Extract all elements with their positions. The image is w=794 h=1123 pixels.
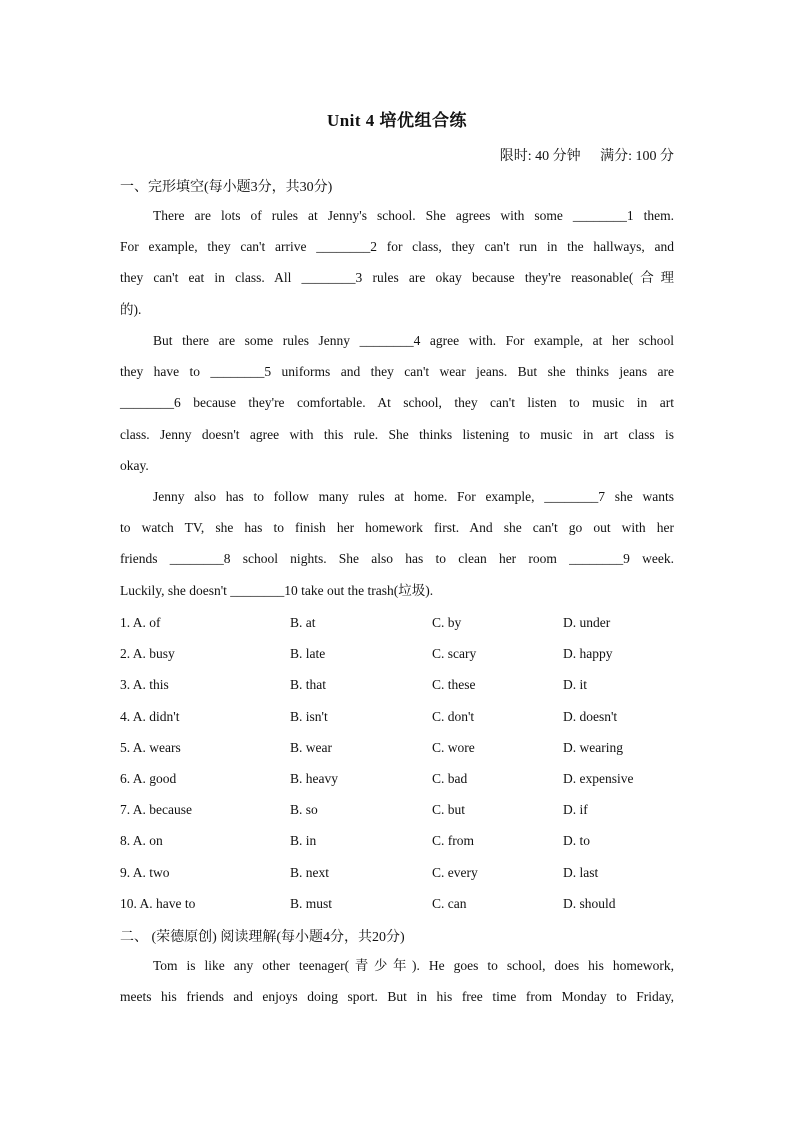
option-b: B. wear <box>290 739 332 755</box>
option-b: B. in <box>290 833 317 849</box>
text-line: they have to ________5 uniforms and they can't wear jeans. But she thinks jeans are <box>120 364 674 380</box>
option-a: 10. A. have to <box>120 895 196 911</box>
text-line: There are lots of rules at Jenny's school. She agrees with some ________1 them. <box>153 208 674 223</box>
option-d: D. wearing <box>563 739 623 755</box>
cloze-options <box>120 607 680 919</box>
option-a: 6. A. good <box>120 770 177 786</box>
text-line: Jenny also has to follow many rules at home. For example, ________7 she wants <box>153 489 674 504</box>
option-c: C. by <box>432 615 462 630</box>
option-row <box>120 607 680 638</box>
option-row <box>120 638 680 669</box>
text-line: okay. <box>120 457 149 473</box>
option-c: C. from <box>432 833 474 849</box>
option-row <box>120 825 680 856</box>
option-b: B. next <box>290 864 329 880</box>
text-line: they can't eat in class. All ________3 rules are okay because they're reasonable(合理 <box>120 270 674 286</box>
text-line: friends ________8 school nights. She also has to clean her room ________9 week. <box>120 551 674 567</box>
option-d: D. if <box>563 802 588 818</box>
option-c: C. can <box>432 895 467 911</box>
option-a: 1. A. of <box>120 615 161 630</box>
text-line: But there are some rules Jenny ________4 agree with. For example, at her school <box>153 333 674 348</box>
text-line: For example, they can't arrive ________2 for class, they can't run in the hallways, and <box>120 239 674 255</box>
option-a: 4. A. didn't <box>120 708 180 724</box>
option-b: B. heavy <box>290 770 338 786</box>
option-c: C. bad <box>432 770 468 786</box>
option-b: B. that <box>290 677 326 693</box>
option-c: C. wore <box>432 739 475 755</box>
option-row <box>120 888 680 919</box>
option-row <box>120 763 680 794</box>
page-title: Unit 4 培优组合练 <box>326 111 468 130</box>
option-row <box>120 732 680 763</box>
reading-paragraph-1 <box>120 950 674 1012</box>
text-line: class. Jenny doesn't agree with this rule. She thinks listening to music in art class is <box>120 426 674 442</box>
option-d: D. last <box>563 864 599 880</box>
text-line: ________6 because they're comfortable. At school, they can't listen to music in art <box>120 395 674 411</box>
cloze-paragraph-3 <box>120 481 674 606</box>
text-line: Luckily, she doesn't ________10 take out the trash(垃圾). <box>120 582 434 598</box>
cloze-paragraph-1 <box>120 200 674 325</box>
option-d: D. expensive <box>563 770 634 786</box>
section2-heading: 二、 (荣德原创) 阅读理解(每小题4分，共20分) <box>120 930 405 945</box>
option-c: C. but <box>432 802 466 818</box>
section1-heading: 一、完形填空(每小题3分，共30分) <box>120 180 333 195</box>
option-row <box>120 794 680 825</box>
option-a: 5. A. wears <box>120 739 181 755</box>
option-a: 9. A. two <box>120 864 170 880</box>
option-b: B. at <box>290 615 316 630</box>
text-line: meets his friends and enjoys doing sport. But in his free time from Monday to Friday, <box>120 989 674 1005</box>
full-score: 满分: 100 分 <box>600 149 674 164</box>
option-a: 7. A. because <box>120 802 192 818</box>
option-d: D. to <box>563 833 590 849</box>
option-d: D. it <box>563 677 588 693</box>
text-line: 的). <box>120 301 142 317</box>
option-b: B. late <box>290 646 326 662</box>
option-d: D. doesn't <box>563 708 618 724</box>
option-row <box>120 857 680 888</box>
cloze-paragraph-2 <box>120 325 674 481</box>
option-d: D. under <box>563 615 611 630</box>
option-row <box>120 701 680 732</box>
option-c: C. these <box>432 677 476 693</box>
option-d: D. happy <box>563 646 613 662</box>
exam-meta <box>484 145 674 165</box>
option-b: B. must <box>290 895 333 911</box>
option-b: B. so <box>290 802 318 818</box>
option-b: B. isn't <box>290 708 328 724</box>
option-d: D. should <box>563 895 616 911</box>
text-line: to watch TV, she has to finish her homework first. And she can't go out with her <box>120 520 674 536</box>
option-c: C. every <box>432 864 478 880</box>
option-c: C. don't <box>432 708 475 724</box>
option-a: 8. A. on <box>120 833 163 849</box>
option-row <box>120 669 680 700</box>
option-a: 2. A. busy <box>120 646 175 662</box>
option-c: C. scary <box>432 646 477 662</box>
option-a: 3. A. this <box>120 677 169 693</box>
text-line: Tom is like any other teenager(青少年). He goes to school, does his homework, <box>153 958 674 973</box>
time-limit: 限时: 40 分钟 <box>499 149 581 164</box>
